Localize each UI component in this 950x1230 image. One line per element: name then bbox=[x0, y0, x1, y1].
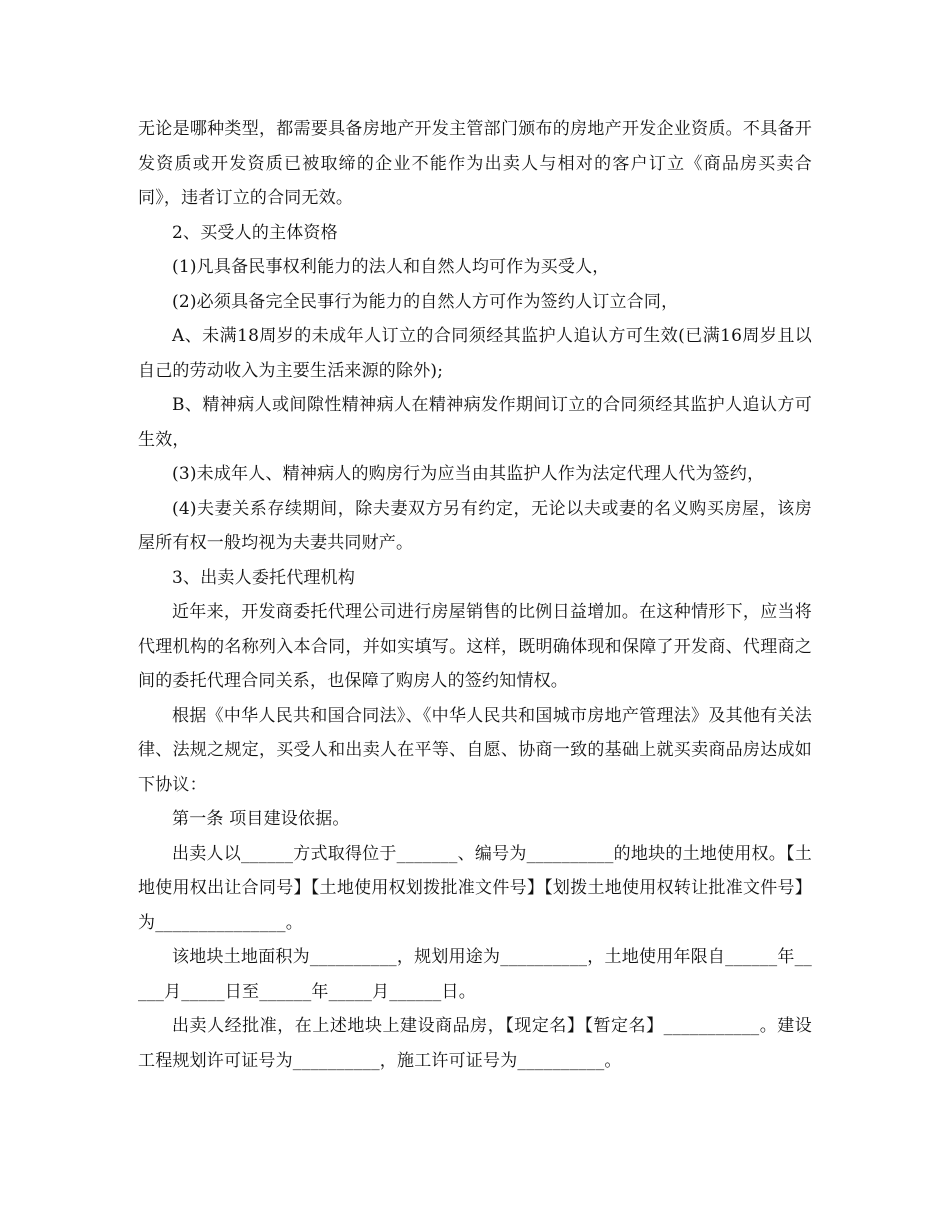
heading-buyer-qualification: 2、买受人的主体资格 bbox=[172, 222, 338, 243]
paragraph-land-area: 该地块土地面积为__________，规划用途为__________，土地使用年限自______年_____月_____日至______年_____月______日。 bbox=[138, 947, 812, 1002]
paragraph-buyer-item-b: B、精神病人或间隙性精神病人在精神病发作期间订立的合同须经其监护人追认方可生效， bbox=[138, 395, 812, 450]
heading-seller-agency: 3、出卖人委托代理机构 bbox=[172, 567, 356, 588]
paragraph-buyer-item-4: (4)夫妻关系存续期间，除夫妻双方另有约定，无论以夫或妻的名义购买房屋，该房屋所有权一般均视为夫妻共同财产。 bbox=[138, 498, 812, 553]
paragraph-buyer-item-3: (3)未成年人、精神病人的购房行为应当由其监护人作为法定代理人代为签约， bbox=[172, 464, 765, 484]
paragraph-buyer-item-1: (1)凡具备民事权利能力的法人和自然人均可作为买受人， bbox=[172, 257, 610, 277]
paragraph-legal-basis: 根据《中华人民共和国合同法》、《中华人民共和国城市房地产管理法》及其他有关法律、法规之规定，买受人和出卖人在平等、自愿、协商一致的基础上就买卖商品房达成如下协议： bbox=[138, 705, 812, 795]
paragraph-developer-qualification: 无论是哪种类型，都需要具备房地产开发主管部门颁布的房地产开发企业资质。不具备开发资质或开发资质已被取缔的企业不能作为出卖人与相对的客户订立《商品房买卖合同》，违者订立的合同无效。 bbox=[138, 119, 812, 208]
paragraph-buyer-item-a: A、未满18周岁的未成年人订立的合同须经其监护人追认方可生效(已满16周岁且以自己的劳动收入为主要生活来源的除外); bbox=[138, 326, 812, 381]
paragraph-seller-agency: 近年来，开发商委托代理公司进行房屋销售的比例日益增加。在这种情形下，应当将代理机构的名称列入本合同，并如实填写。这样，既明确体现和保障了开发商、代理商之间的委托代理合同关系，也保障了购房人的签约知情权。 bbox=[138, 602, 812, 691]
paragraph-construction-permit: 出卖人经批准，在上述地块上建设商品房，【现定名】【暂定名】___________。建设工程规划许可证号为__________，施工许可证号为__________。 bbox=[138, 1016, 812, 1071]
document-body bbox=[138, 112, 812, 1078]
paragraph-land-right: 出卖人以______方式取得位于_______、编号为__________的地块的土地使用权。【土地使用权出让合同号】【土地使用权划拨批准文件号】【划拨土地使用权转让批准文件号】为_______________。 bbox=[138, 843, 812, 933]
paragraph-buyer-item-2: (2)必须具备完全民事行为能力的自然人方可作为签约人订立合同， bbox=[172, 291, 679, 312]
heading-article-1: 第一条 项目建设依据。 bbox=[172, 809, 350, 829]
